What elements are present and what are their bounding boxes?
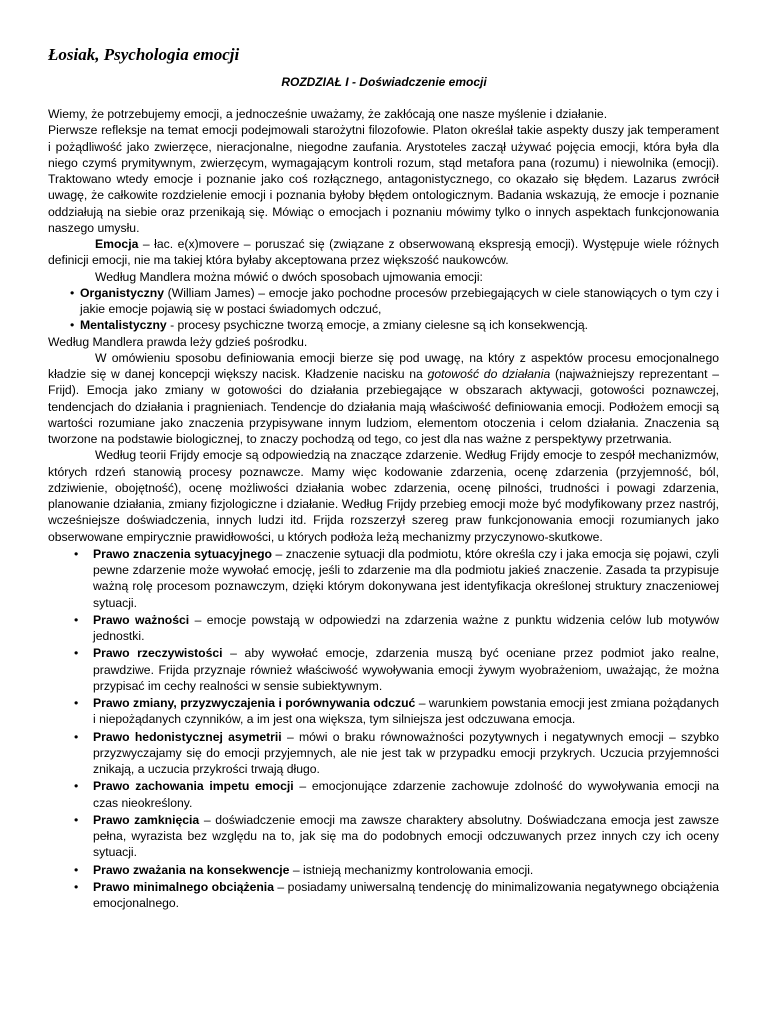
law-text: – istnieją mechanizmy kontrolowania emocji. bbox=[289, 862, 534, 877]
emphasis-text: gotowość do działania bbox=[427, 367, 551, 381]
law-text: – emocje powstają w odpowiedzi na zdarzenia ważne z punktu widzenia celów lub motywów jednostki. bbox=[93, 612, 719, 643]
bullet-icon: • bbox=[70, 285, 75, 300]
law-text: – emocjonujące zdarzenie zachowuje zdolność do wywoływania emocji na czas nieokreślony. bbox=[93, 779, 720, 810]
chapter-heading: ROZDZIAŁ I - Doświadczenie emocji bbox=[281, 75, 487, 89]
law-item bbox=[48, 695, 719, 728]
law-text: – aby wywołać emocje, zdarzenia muszą być oceniane przez podmiot jako realne, prawdziwe. Frijda przyznaje również właściwość wywoływania emocji żywym wyobrażeniom, uważając, że można przypisać im cechy realności w sensie subiektywnym. bbox=[93, 646, 719, 693]
bullet-icon: • bbox=[74, 729, 79, 744]
law-item bbox=[48, 812, 719, 861]
bullet-icon: • bbox=[74, 546, 79, 561]
law-term: Prawo ważności bbox=[93, 612, 190, 627]
list-item-term: Organistyczny bbox=[80, 285, 164, 300]
law-term: Prawo rzeczywistości bbox=[93, 646, 223, 661]
law-text: – doświadczenie emocji ma zawsze charaktery absolutny. Doświadczana emocja jest zawsze pełna, wyrazista bez względu na to, jak się ma do podobnych emocji odczuwanych przez innych czy ich oceny sytuacji. bbox=[93, 812, 719, 860]
bullet-icon: • bbox=[74, 812, 79, 827]
law-term: Prawo minimalnego obciążenia bbox=[93, 879, 274, 894]
definition-text: – łac. e(x)movere – poruszać się (związane z obserwowaną ekspresją emocji). Występuje wiele różnych definicji emocji, nie ma takiej która byłaby akceptowana przez większość naukowców. bbox=[48, 237, 719, 268]
law-text: – znaczenie sytuacji dla podmiotu, które określa czy i jaka emocja się pojawi, czyli pewne zdarzenie może wywołać emocję, jeśli to zdarzenie ma dla podmiotu jakieś znaczenie. Zasada ta przypisuje ważną rolę procesom poznawczym, dzięki którym dokonywana jest identyfikacja określonej struktury znaczeniowej sytuacji. bbox=[93, 546, 719, 610]
mandler-conclusion: Według Mandlera prawda leży gdzieś pośrodku. bbox=[48, 334, 308, 349]
bullet-icon: • bbox=[74, 612, 79, 627]
frijda-paragraph: Według teorii Frijdy emocje są odpowiedzią na znaczące zdarzenie. Według Frijdy emocje to zespół mechanizmów, których rdzeń stanowią procesy poznawcze. Mamy więc kodowanie zdarzenia, ocenę zdarzenia (przyjemność, ból, zdziwienie, obojętność), ocenę możliwości działania wobec zdarzenia, ocenę pilności, trudności i powagi zdarzenia, planowanie działania, zmiany fizjologiczne i działanie. Według Frijdy przebieg emocji może być modyfikowany przez nastrój, wcześniejsze doświadczenia, innych ludzi itd. Frijda rozszerzył szereg praw funkcjonowania emocji rozumianych jako obserwowane empirycznie prawidłowości, u których podłoża leżą mechanizmy przyczynowo-skutkowe. bbox=[48, 448, 719, 544]
law-term: Prawo zachowania impetu emocji bbox=[93, 779, 294, 794]
law-term: Prawo hedonistycznej asymetrii bbox=[93, 729, 282, 744]
law-item bbox=[48, 778, 719, 811]
definition-paragraph bbox=[48, 236, 719, 269]
bullet-icon: • bbox=[74, 696, 79, 710]
paragraph-text: W omówieniu sposobu definiowania emocji bierze się pod uwagę, na który z aspektów procesu emocjonalnego kładzie się w danej koncepcji większy nacisk. Kładzenie nacisku na bbox=[48, 350, 719, 381]
list-item-term: Mentalistyczny bbox=[80, 318, 167, 333]
law-text: – posiadamy uniwersalną tendencję do minimalizowania negatywnego obciążenia emocjonalnego. bbox=[93, 879, 719, 910]
law-term: Prawo zważania na konsekwencje bbox=[93, 862, 290, 877]
mandler-intro: Według Mandlera można mówić o dwóch sposobach ujmowania emocji: bbox=[95, 269, 483, 284]
list-item bbox=[48, 317, 719, 333]
bullet-icon: • bbox=[74, 879, 79, 894]
law-item bbox=[48, 729, 719, 778]
law-item bbox=[48, 862, 719, 878]
list-item-text: (William James) – emocje jako pochodne procesów przebiegających w ciele stanowiących o tym czy i jakie emocje pojawią się w postaci świadomych odczuć, bbox=[80, 285, 719, 316]
law-item bbox=[48, 645, 719, 694]
definition-term: Emocja bbox=[95, 237, 139, 251]
law-item bbox=[48, 612, 719, 645]
law-item bbox=[48, 546, 719, 611]
intro-paragraph-1: Wiemy, że potrzebujemy emocji, a jednocześnie uważamy, że zakłócają one nasze myślenie i działanie. bbox=[48, 107, 608, 121]
bullet-icon: • bbox=[74, 779, 79, 794]
law-term: Prawo zamknięcia bbox=[93, 812, 200, 827]
intro-paragraph-2: Pierwsze refleksje na temat emocji podejmowali starożytni filozofowie. Platon określał takie aspekty duszy jak temperament i pożądliwość jako zwierzęce, nieracjonalne, niegodne zaufania. Arystoteles zaczął używać pojęcia emocji, która była dla niego czymś prymitywnym, zwierzęcym, wymagającym kontroli rozum, stąd metafora pana (rozumu) i niewolnika (emocji). Traktowano wtedy emocje i poznanie jako coś rozłącznego, antagonistycznego, co okazało się błędem. Lazarus zwrócił uwagę, że całkowite rozdzielenie emocji i poznania byłoby błędem ontologicznym. Badania wskazują, że emocje i poznanie oddziałują na siebie oraz przenikają się. Mówiąc o emocjach i poznaniu mówimy tylko o innych aspektach funkcjonowania naszego umysłu. bbox=[48, 123, 719, 235]
law-term: Prawo zmiany, przyzwyczajenia i porównywania odczuć bbox=[93, 696, 416, 710]
document-body bbox=[48, 106, 719, 911]
law-text: – mówi o braku równoważności pozytywnych i negatywnych emocji – szybko przyzwyczajamy się do emocji przyjemnych, ale nie jest tak w przypadku emocji przykrych. Uczucia przyjemności znikają, a uczucia przykrości trwają długo. bbox=[93, 729, 719, 776]
list-item bbox=[48, 285, 719, 318]
bullet-icon: • bbox=[74, 646, 79, 661]
bullet-icon: • bbox=[70, 318, 75, 333]
list-item-text: - procesy psychiczne tworzą emocje, a zmiany cielesne są ich konsekwencją. bbox=[166, 318, 589, 333]
law-text: – warunkiem powstania emocji jest zmiana pożądanych i niepożądanych czynników, a im jest ona większa, tym silniejsza jest odczuwana emocja. bbox=[93, 696, 719, 727]
bullet-icon: • bbox=[74, 862, 79, 877]
definiowanie-paragraph bbox=[48, 350, 719, 448]
paragraph-text: (najważniejszy reprezentant – Frijd). Emocja jako zmiany w gotowości do działania przebiegające w obszarach aktywacji, gotowości poznawczej, tendencjach do działania i pragnieniach. Tendencje do działania mają właściwość definiowania emocji. Podłożem emocji są wartości rozumiane jako znaczenia przypisywane innym ludziom, elementom otoczenia i celom działania. Znaczenia są tworzone na podstawie biologicznej, to znaczy pochodzą od tego, co jest dla nas ważne z perspektywy przetrwania. bbox=[48, 367, 719, 446]
law-item bbox=[48, 879, 719, 912]
document-title: Łosiak, Psychologia emocji bbox=[48, 45, 240, 64]
law-term: Prawo znaczenia sytuacyjnego bbox=[93, 546, 272, 561]
